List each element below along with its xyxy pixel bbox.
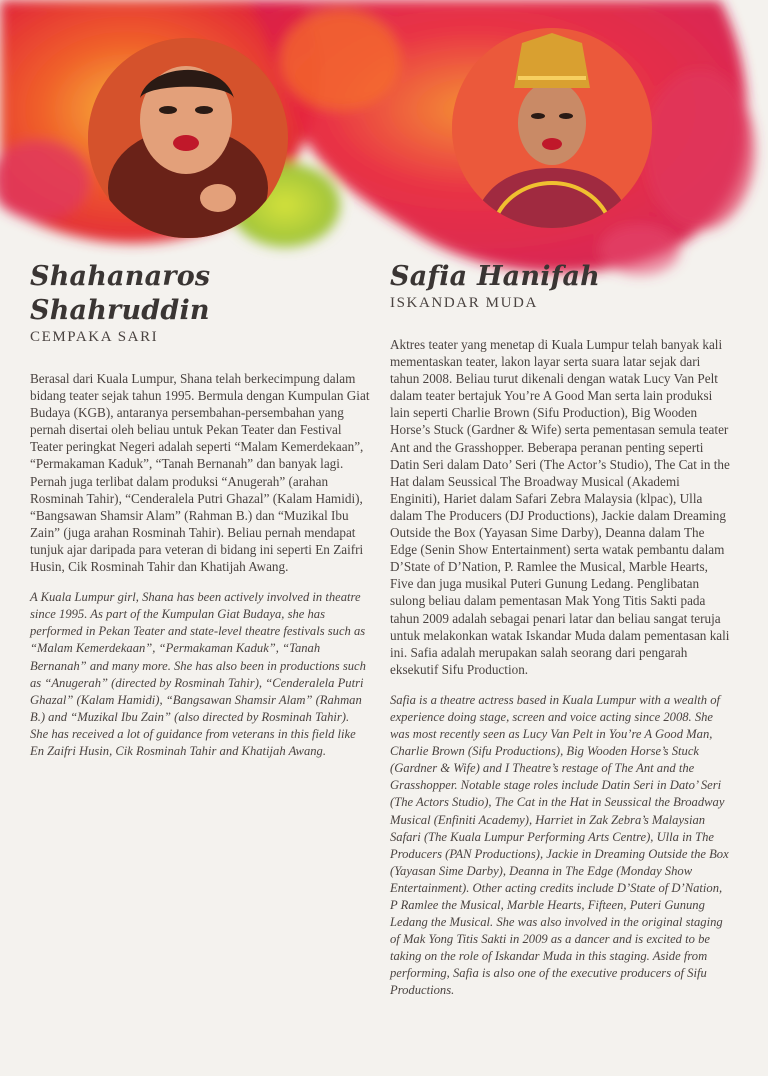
bio-malay: Berasal dari Kuala Lumpur, Shana telah berkecimpung dalam bidang teater sejak tahun 1995. Bermula dengan Kumpulan Giat Budaya (KGB), antaranya persembahan-persembahan yang pernah disertai oleh beliau untuk Pekan Teater dan Festival Teater peringkat Negeri adalah seperti “Malam Kemerdekaan”, “Permakaman Kaduk”, “Tanah Bernanah” dan banyak lagi. Pernah juga terlibat dalam produksi “Anugerah” (arahan Rosminah Tahir), “Cenderalela Putri Ghazal” (Kalam Hamidi), “Bangsawan Shamsir Alam” (Rahman B.) dan “Muzikal Ibu Zain” (juga arahan Rosminah Tahir). Beliau pernah mendapat tunjuk ajar daripada para veteran di bidang ini seperti En Zaifri Husin, Cik Rosminah Tahir dan Khatijah Awang. [30, 371, 370, 575]
bio-english: Safia is a theatre actress based in Kuala Lumpur with a wealth of experience doing stage, screen and voice acting since 2008. She was most recently seen as Lucy Van Pelt in You’re A Good Man, Charlie Brown (Sifu Productions), Big Wooden Horse’s Stuck (Gardner & Wife) and I Theatre’s restage of The Ant and the Grasshopper. Notable stage roles include Datin Seri in Dato’ Seri (The Actors Studio), The Cat in the Hat in Seussical the Broadway Musical (Enfiniti Academy), Harriet in Zak Zebra’s Malaysian Safari (The Kuala Lumpur Performing Arts Centre), Ulla in The Producers (PAN Productions), Jackie in Dreaming Outside the Box (Yayasan Sime Darby), Deanna in The Edge (Monday Show Entertainment). Other acting credits include D’State of D’Nation, P Ramlee the Musical, Marble Hearts, Fifteen, Puteri Gunung Ledang the Musical. She was also involved in the original staging of Mak Yong Titis Sakti in 2009 as a dancer and is excited to be taking on the role of Iskandar Muda in this staging. Aside from performing, Safia is also one of the executive producers of Sifu Productions. [390, 692, 729, 998]
character-role: ISKANDAR MUDA [390, 295, 538, 311]
portrait-shahanaros [88, 38, 288, 238]
bio-english: A Kuala Lumpur girl, Shana has been actively involved in theatre since 1995. As part of the Kumpulan Giat Budaya, she has performed in Pekan Teater and state-level theatre festivals such as “Malam Kemerdekaan”, “Permakaman Kaduk”, “Tanah Bernanah” and many more. She has also been in productions such as “Anugerah” (directed by Rosminah Tahir), “Cenderalela Putri Ghazal” (Kalam Hamidi), “Bangsawan Shamsir Alam” (Rahman B.) and “Muzikal Ibu Zain” (also directed by Rosminah Tahir). She has received a lot of guidance from veterans in this field like En Zaifri Husin, Cik Rosminah Tahir and Khatijah Awang. [30, 590, 366, 758]
performer-column-right [390, 260, 732, 1000]
character-role: CEMPAKA SARI [30, 329, 159, 345]
bio-malay: Aktres teater yang menetap di Kuala Lumpur telah banyak kali mementaskan teater, lakon layar serta suara latar sejak dari tahun 2008. Beliau turut dikenali dengan watak Lucy Van Pelt dalam teater bertajuk You’re A Good Man serta lain produksi lain seperti Charlie Brown (Sifu Production), Big Wooden Horse’s Stuck (Gardner & Wife) serta pementasan semula teater Ant and the Grasshopper. Beberapa peranan penting seperti Datin Seri dalam Dato’ Seri (The Actor’s Studio), The Cat in the Hat dalam Seussical The Broadway Musical (Akademi Enginiti), Hariet dalam Safari Zebra Malaysia (klpac), Ulla dalam The Producers (DJ Productions), Jackie dalam Dreaming Outside the Box (Yayasan Sime Darby), Deanna dalam The Edge (Senin Show Entertainment) serta watak pembantu dalam D’State of D’Nation, P. Ramlee the Musical, Marble Hearts, Five dan juga musikal Puteri Gunung Ledang. Penglibatan sulong beliau dalam pementasan Mak Yong Titis Sakti pada tahun 2009 adalah sebagai penari latar dan beliau sangat teruja untuk melakonkan watak Iskandar Muda dalam pementasan kali ini. Safia adalah merupakan salah seorang dari pengarah eksekutif Sifu Production. [390, 337, 730, 677]
performer-name: Safia Hanifah [390, 261, 600, 292]
performer-column-left [30, 260, 370, 760]
portrait-safia [452, 28, 652, 228]
performer-name: Shahanaros Shahruddin [30, 261, 211, 326]
